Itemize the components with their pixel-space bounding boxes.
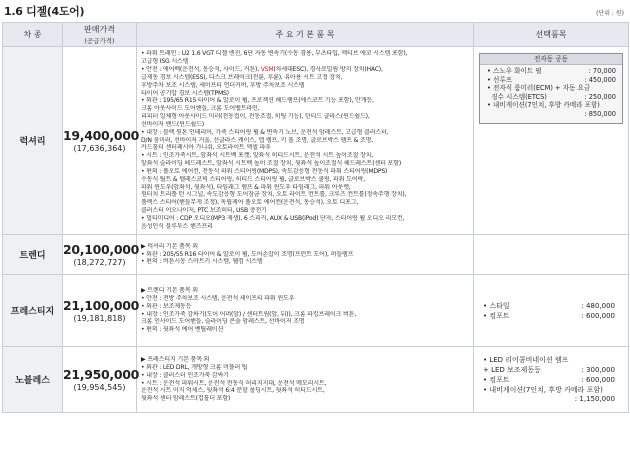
feature-line: 후방주차 보조 시스템, 세이프티 언더커버, 후방 주차보조 시스템 xyxy=(141,81,305,89)
feature-line: • 외관 : LED DRL, 개방형 크롬 머플러 팁 xyxy=(141,363,248,371)
price-cell xyxy=(63,235,140,275)
package-title: 전자동 공동 xyxy=(480,54,622,65)
table-row xyxy=(3,235,629,275)
feature-line: • 외관 : 205/55 R16 타이어 & 알로이 휠, 도어손잡이 조명(프런트 도어), 퍼들램프 xyxy=(141,250,354,258)
option-amount: : 450,000 xyxy=(584,75,616,84)
feature-line: 크롬 아웃사이드 도어핸들, 크롬 도어벨트라인, xyxy=(141,105,260,113)
option-total: : 850,000 xyxy=(584,109,616,118)
feature-list xyxy=(137,235,474,275)
option-amount: : 250,000 xyxy=(584,92,616,101)
feature-line: ▶ 트렌디 기본 품목 외 xyxy=(141,286,198,294)
feature-line: 리피터 일체형 아웃사이드 미러(전동접이, 전동조절, 히팅 기능), 틴티드 글라스(윈드쉴드), xyxy=(141,113,370,121)
feature-line: • 편의 : 뒷좌석 에어 벤틸레이션 xyxy=(141,326,224,334)
sale-price: 20,100,000 xyxy=(63,242,140,257)
option-cell xyxy=(474,47,629,235)
feature-line: • 안전 : 전방 주차보조 시스템, 운전석 세이프티 파워 윈도우 xyxy=(141,294,295,302)
option-item xyxy=(479,301,623,311)
feature-line: 음성인식 블루투스 핸즈프리 xyxy=(141,222,213,230)
option-item xyxy=(479,355,623,365)
supply-price: (19,954,545) xyxy=(73,383,126,392)
option-item xyxy=(480,67,622,76)
table-row xyxy=(3,347,629,413)
feature-list xyxy=(137,275,474,347)
option-cell xyxy=(474,347,629,413)
feature-line: ▶ 럭셔리 기본 품목 외 xyxy=(141,242,198,250)
trim-name: 노블레스 xyxy=(3,347,63,413)
sale-price: 19,400,000 xyxy=(63,128,140,143)
option-amount: : 480,000 xyxy=(581,301,615,310)
feature-list xyxy=(137,47,474,235)
feature-line: 플렉스 스티어(핸들무게 조정), 독립제어 풀오토 에어컨(운전석, 동승석), 오토 디포그, xyxy=(141,199,359,207)
highlight-text: VSM xyxy=(260,65,274,73)
option-label: • 내비게이션(7인치, 후방 카메라 포함) xyxy=(483,386,603,394)
unit-note: (단위 : 원) xyxy=(596,10,624,17)
option-label: + LED 보조제동등 xyxy=(483,366,541,374)
table-header-row xyxy=(3,23,629,47)
supply-price: (19,181,818) xyxy=(73,314,126,323)
option-item xyxy=(479,311,623,321)
feature-line: 급제동 경보 시스템(ESS), 디스크 브레이크(전륜, 후륜), 유아용 시트 고정 장치, xyxy=(141,73,343,81)
feature-line: • 내장 : 인조가죽 감싸기(도어 어퍼(앞) / 센터트림(앞, 뒤)), 크롬 파킹브레이크 버튼, xyxy=(141,310,357,318)
feature-line: • 외관 : 보조제동등 xyxy=(141,302,192,310)
feature-line: 수동식 틸트 & 텔레스코픽 스티어링, 히티드 스티어링 휠, 글로브박스 쿨링, 파워 도어락, xyxy=(141,175,365,183)
supply-price: (17,636,364) xyxy=(73,144,126,153)
feature-line: 크롬 인사이드 도어핸들, 슬라이딩 콘솔 암레스트, 선바이저 조명 xyxy=(141,318,305,326)
feature-line: 운전석 시트 이지 억세스, 뒷좌석 6:4 분할 폴딩시트, 뒷좌석 히티드시트, xyxy=(141,387,325,395)
option-label: • LED 리어콤비네이션 램프 xyxy=(483,356,569,364)
trim-name: 럭셔리 xyxy=(3,47,63,235)
option-item xyxy=(480,76,622,85)
feature-line: ▶ 프레스티지 기본 품목 외 xyxy=(141,355,210,363)
option-cell xyxy=(474,275,629,347)
feature-line: • 시트 : 인조가죽시트, 앞좌석 시트백 포켓, 앞좌석 히티드시트, 운전석 시트 높이조절 장치, xyxy=(141,152,374,160)
feature-line: • 외관 : 195/65 R15 타이어 & 알로이 휠, 프로젝션 헤드램프(에스코트 기능 포함), 안개등, xyxy=(141,97,374,105)
feature-line: • 내장 : 클러스터 인조가죽 감싸기 xyxy=(141,371,229,379)
price-cell xyxy=(63,47,140,235)
feature-line: • 내장 : 블랙 원톤 인테리어, 가죽 스티어링 휠 & 변속기 노브, 운전석 암레스트, 고급형 클러스터, xyxy=(141,128,389,136)
supply-price: (18,272,727) xyxy=(73,258,126,267)
header-price-sub: (공급가격) xyxy=(84,37,115,45)
option-cell xyxy=(474,235,629,275)
option-label: • 스노우 화이트 펄 xyxy=(487,67,542,75)
header-features: 주 요 기 본 품 목 xyxy=(137,23,474,47)
price-cell xyxy=(63,275,140,347)
option-label: • 컴포트 xyxy=(483,376,510,384)
feature-line: 앞좌석 슬라이딩 헤드레스트, 앞좌석 시트백 높이 조절 장치, 뒷좌석 높이조절식 헤드레스트(센터 포함) xyxy=(141,160,402,168)
option-amount: : 70,000 xyxy=(588,67,616,75)
convenience-package-box xyxy=(479,53,623,124)
feature-line: D/N 룸미러, 선바이저 거울, 선글라스 케이스, 맵 램프, 키 홀 조명, 글로브박스 램프 & 조명, xyxy=(141,136,373,144)
option-item xyxy=(480,101,622,110)
feature-line: • 안전 : 에어백(운전석, 동승석, 사이드, 커튼), VSM(차세대ESC), 경사로밀림 방지 장치(HAC), xyxy=(141,65,383,73)
option-item xyxy=(479,365,623,375)
option-item xyxy=(479,385,623,395)
header-options: 선택품목 xyxy=(474,23,629,47)
feature-line: • 편의 : 버튼시동 스마트키 시스템, 웰컴 시스템 xyxy=(141,258,263,266)
option-amount: : 600,000 xyxy=(581,376,615,384)
page-title: 1.6 디젤(4도어) xyxy=(4,5,85,18)
feature-line: • 편의 : 풀오토 에어컨, 전동식 파워 스티어링(MDPS), 속도감응형 전동식 파워 스티어링(MDPS) xyxy=(141,167,388,175)
option-amount: : 300,000 xyxy=(581,366,615,374)
sale-price: 21,950,000 xyxy=(63,367,140,382)
option-label: • 컴포트 xyxy=(483,311,510,320)
option-label: • 내비게이션(7인치, 후방 카메라 포함) xyxy=(487,101,600,110)
trim-price-table xyxy=(2,22,629,413)
feature-line: 타이어 공기압 경보 시스템(TPMS) xyxy=(141,89,229,97)
option-item xyxy=(480,84,622,93)
header-price-label: 판매가격 xyxy=(84,25,115,34)
option-total: : 1,150,000 xyxy=(574,395,615,403)
option-amount: : 600,000 xyxy=(581,311,615,320)
feature-line: • 시트 : 운전석 파워시트, 운전석 전동식 허리지지대, 운전석 메모리시트, xyxy=(141,379,327,387)
feature-line: 뒷좌석 센터 암레스트(컵홀더 포함) xyxy=(141,395,231,403)
table-row xyxy=(3,47,629,235)
trim-name: 프레스티지 xyxy=(3,275,63,347)
option-label: • 스타일 xyxy=(483,301,510,310)
feature-line: 고급형 ISG 시스템 xyxy=(141,58,189,66)
feature-line: • 파워 트레인 : U2 1.6 VGT 디젤 엔진, 6단 자동 변속기(수동 겸용, 부츠타입, 액티브 에코 시스템 포함), xyxy=(141,50,408,58)
table-row xyxy=(3,275,629,347)
feature-list xyxy=(137,347,474,413)
header-price xyxy=(63,23,137,47)
option-item xyxy=(479,375,623,385)
price-cell xyxy=(63,347,140,413)
feature-line: 파워 윈도우(앞좌석, 뒷좌석), 타임래그 램프 & 파워 윈도우 타임래그, 파워 아웃렛, xyxy=(141,183,351,191)
sale-price: 21,100,000 xyxy=(63,298,140,313)
feature-line: • 멀티미디어 : CDP 오디오(MP3 재생), 6 스피커, AUX & USB(iPod) 단자, 스티어링 휠 오디오 리모컨, xyxy=(141,215,405,223)
option-label: 징수 시스템(ETCS) xyxy=(487,92,547,101)
option-label: • 선루프 xyxy=(487,75,513,84)
feature-line: 클러스터 이오나이저, PTC 보조히터, USB 충전기 xyxy=(141,207,267,215)
feature-line: 카드홀더 센터페시아 가니쉬, 오토라이트 액셀 파우 xyxy=(141,144,271,152)
header-trim: 차 종 xyxy=(3,23,63,47)
feature-line: 원터치 트리플 턴 시그널, 속도감응형 도어잠금 장치, 오토 라이트 컨트롤, 크루즈 컨트롤(정속주행 장치), xyxy=(141,191,407,199)
option-label: • 전자식 룸미러(ECM) + 자동 요금 xyxy=(487,84,591,93)
feature-line: 선바이저 밴드(윈드쉴드) xyxy=(141,120,204,128)
trim-name: 트렌디 xyxy=(3,235,63,275)
